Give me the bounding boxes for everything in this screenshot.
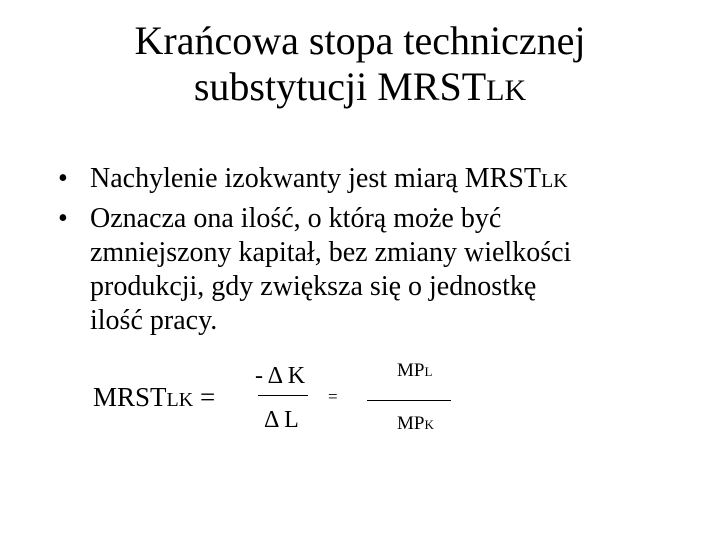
bullet-text: Nachylenie izokwanty jest miarą MRST [90, 163, 541, 194]
bullet-text-subscript: LK [541, 170, 568, 192]
formula-lhs-main: MRST [93, 382, 167, 412]
fraction-2-denominator-main: MP [397, 413, 425, 434]
fraction-2-bar [367, 400, 451, 401]
bullet-text-line: Oznacza ona ilość, o którą może być [90, 203, 502, 234]
fraction-2-denominator-subscript: K [424, 417, 434, 432]
formula-lhs [93, 381, 215, 416]
title-line-1: Krańcowa stopa technicznej [134, 18, 586, 63]
fraction-1-denominator: Δ L [264, 407, 299, 433]
fraction-2-numerator [397, 360, 432, 383]
fraction-2-numerator-subscript: L [424, 364, 433, 379]
title-line-2-main: substytucji MRST [193, 64, 487, 109]
fraction-2-numerator-main: MP [397, 360, 425, 381]
title-line-2-subscript: LK [486, 74, 527, 107]
formula-equals-sign: = [328, 387, 338, 406]
formula-lhs-subscript: LK [166, 389, 194, 411]
fraction-1-bar [258, 395, 308, 396]
fraction-1-numerator: - Δ K [255, 363, 306, 389]
formula-lhs-equals: = [193, 382, 216, 412]
fraction-2-denominator [397, 413, 434, 436]
bullet-text-line: produkcji, gdy zwiększa się o jednostkę [90, 271, 537, 302]
bullet-marker: • [58, 163, 68, 194]
bullet-marker: • [58, 203, 68, 234]
bullet-text-line: zmniejszony kapitał, bez zmiany wielkości [90, 237, 572, 268]
bullet-text-line: ilość pracy. [90, 305, 218, 336]
